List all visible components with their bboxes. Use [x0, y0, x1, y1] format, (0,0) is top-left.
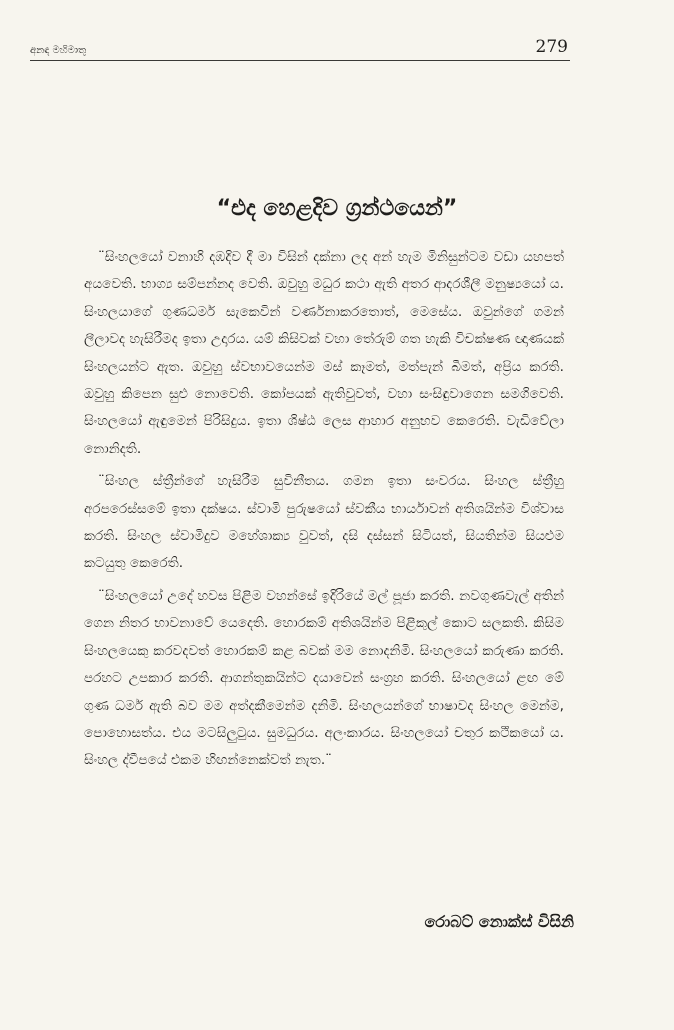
article-title: “එද හෙළදිව ග්‍රන්ථයෙන්”: [216, 196, 458, 221]
paragraph-2: ¨සිංහල ස්ත්‍රීන්ගේ හැසිරීම සුවිනීතය. ගමන ඉතා සංවරය. සිංහල ස්ත්‍රීහු අරපරෙස්සමේ ඉතා දක්ෂය. ස්වාමි පුරුෂයෝ ස්වකීය භාර්යාවන් අතිශයින්ම විශ්වාස කරති. සිංහල ස්වාමිදුව මහේශාක්‍ය වුවත්, දසි දස්සන් සිටියත්, සියතින්ම සියළුම කටයුතු කෙරෙති.: [84, 473, 564, 572]
article-body: [84, 244, 564, 780]
page-header: [30, 30, 570, 61]
running-title: අනඳ මහිමාතු: [30, 45, 87, 56]
paragraph-1: ¨සිංහලයෝ වනාහි දඹදිව දී මා විසින් දක්නා ලද අන් හැම මිනිසුන්ටම වඩා යහපත් අයවෙති. භාග්‍ය සම්පන්නද වෙති. ඔවුහු මධුර කථා ඇති අතර ආදරශීලී මනුෂ්‍යයෝ ය. සිංහලයාගේ ගුණධර්ම සැකෙවින් වර්ණනාකරතොත්, මෙසේය. ඔවුන්ගේ ගමන් ලීලාවද හැසිරීමද ඉතා උදාරය. යම් කිසිවක් වහා තේරුම් ගත හැකි විචක්ෂණ ඥාණයක් සිංහලයන්ට ඇත. ඔවුහු ස්වභාවයෙන්ම මස් කෑමත්, මත්පැන් බීමත්, අප්‍රිය කරති. ඔවුහු කිපෙන සුළු නොවෙති. කෝපයක් ඇතිවුවත්, වහා සංසිඳුවාගෙන සමගිවෙති. සිංහලයෝ ඇඳුමෙන් පිරිසිදුය. ඉතා ශිෂ්ඨ ලෙස ආහාර අනුභව කෙරෙති. වැඩිවේලා නොනිදති.: [84, 249, 564, 457]
author-signature-line: රොබට් නොක්ස් විසිනි: [424, 912, 574, 931]
page-number: 279: [535, 37, 568, 57]
paragraph-3: ¨සිංහලයෝ උදේ හවස පිළිම වහන්සේ ඉදිරියේ මල් පූජා කරති. නවගුණවැල් අතින් ගෙන නිතර භාවනාවේ යෙදෙති. හොරකම් අතිශයින්ම පිළිකුල් කොට සලකති. කිසිම සිංහලයෙකු කරවදවත් හොරකම් කළ බවක් මම නොදනිමි. සිංහලයෝ කරුණා කරති. පරහට උපකාර කරති. ආගන්තුකයින්ට දයාවෙන් සංග්‍රහ කරති. සිංහලයෝ ළඟ මේ ගුණ ධර්ම ඇති බව මම අත්දකීමෙන්ම දනිමි. සිංහලයන්ගේ භාෂාවද සිංහල මෙන්ම, පොහොසත්ය. එය මටසිලුටුය. සුමධුරය. අලංකාරය. සිංහලයෝ චතුර කථිකයෝ ය. සිංහල ද්වීපයේ එකම හිඟන්නෙක්වත් නැත.¨: [84, 587, 564, 769]
